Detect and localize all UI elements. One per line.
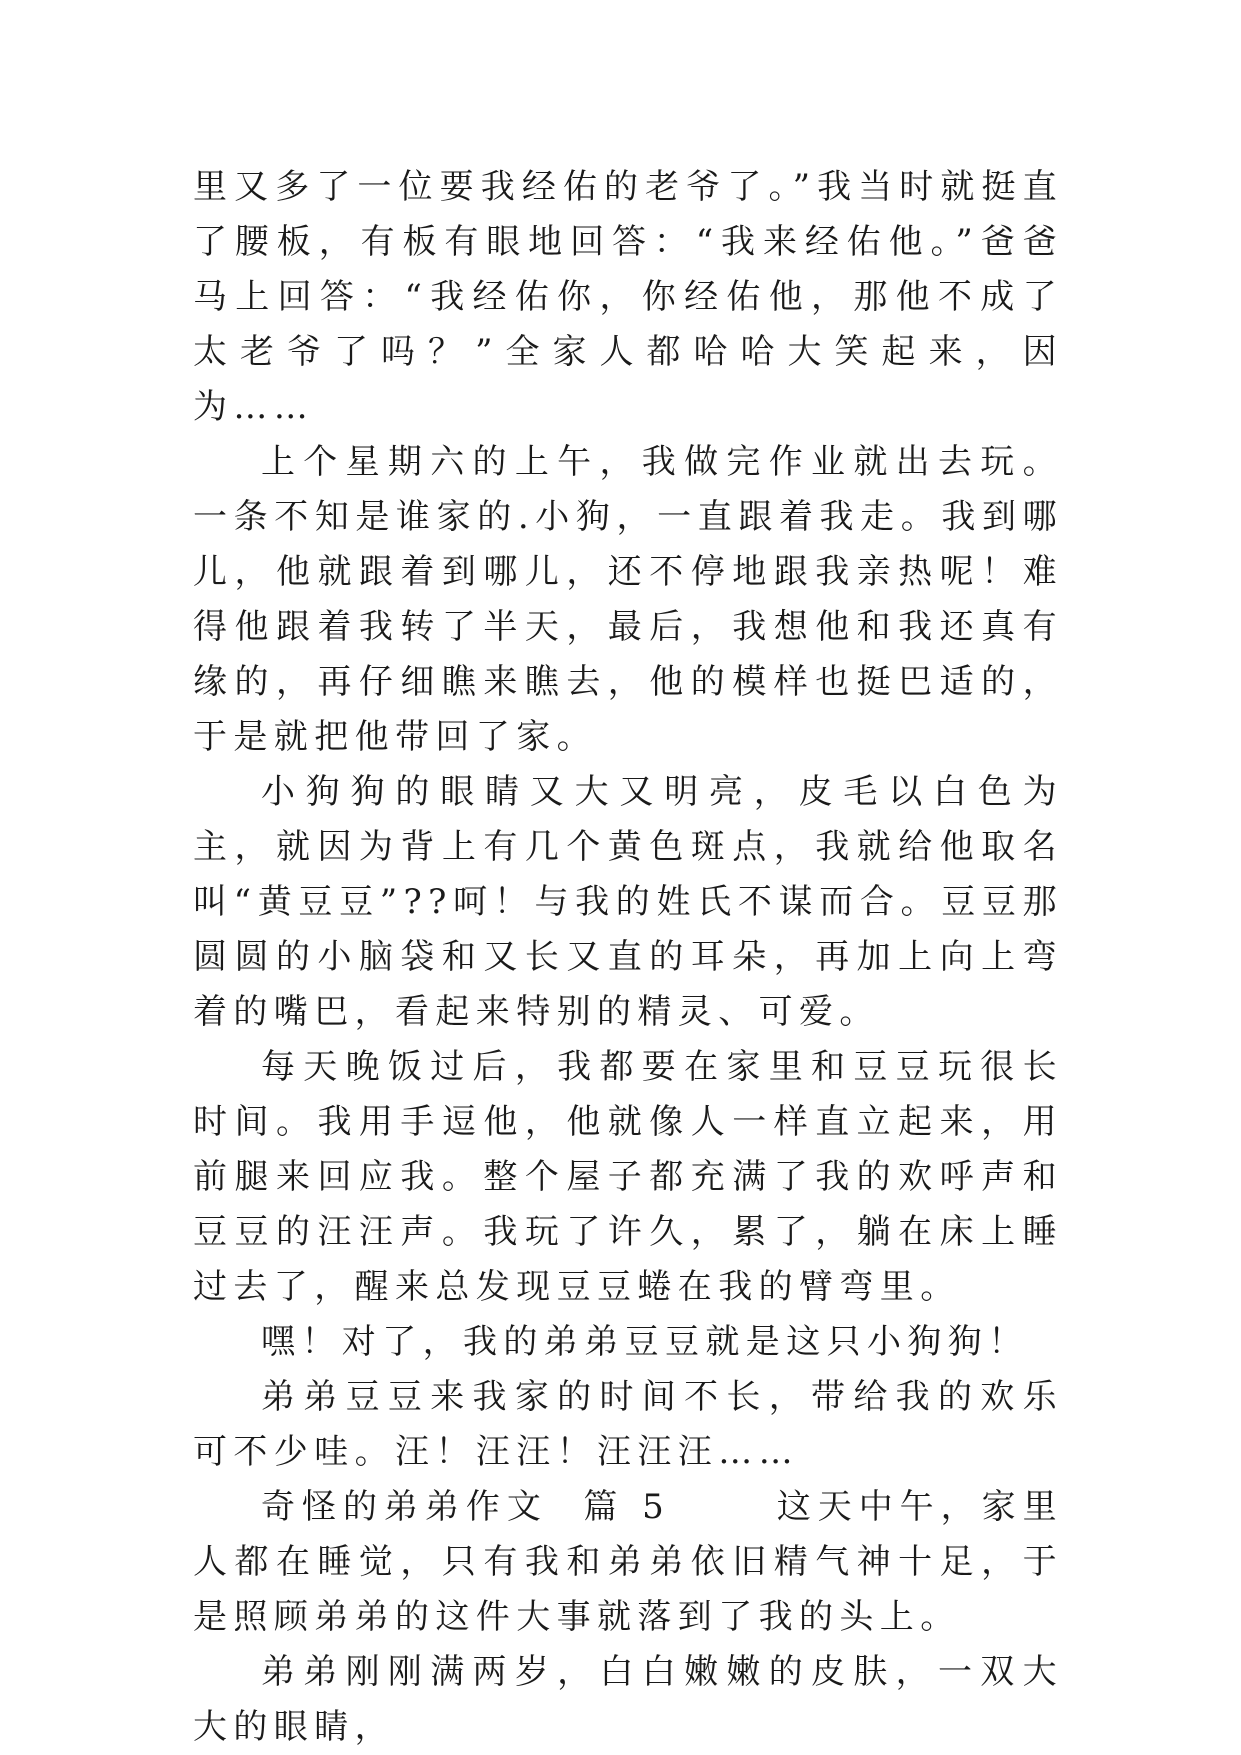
paragraph-essay-5-start: 奇怪的弟弟作文 篇 5 这天中午，家里人都在睡觉，只有我和弟弟依旧精气神十足，于是照顾弟弟的这件大事就落到了我的头上。 <box>193 1487 1063 1637</box>
paragraph-continuation: 里又多了一位要我经佑的老爷了。”我当时就挺直了腰板，有板有眼地回答：“我来经佑他。”爸爸马上回答：“我经佑你，你经佑他，那他不成了太老爷了吗？”全家人都哈哈大笑起来，因为…… <box>193 167 1063 427</box>
paragraph-joy: 弟弟豆豆来我家的时间不长，带给我的欢乐可不少哇。汪！汪汪！汪汪汪…… <box>193 1377 1063 1472</box>
paragraph-playing-with-doudou: 每天晚饭过后，我都要在家里和豆豆玩很长时间。我用手逗他，他就像人一样直立起来，用前腿来回应我。整个屋子都充满了我的欢呼声和豆豆的汪汪声。我玩了许久，累了，躺在床上睡过去了，醒来总发现豆豆蜷在我的臂弯里。 <box>193 1047 1063 1307</box>
paragraph-found-puppy: 上个星期六的上午，我做完作业就出去玩。一条不知是谁家的.小狗，一直跟着我走。我到哪儿，他就跟着到哪儿，还不停地跟我亲热呢！难得他跟着我转了半天，最后，我想他和我还真有缘的，再仔细瞧来瞧去，他的模样也挺巴适的，于是就把他带回了家。 <box>193 442 1063 757</box>
paragraph-brother-description: 弟弟刚刚满两岁，白白嫩嫩的皮肤，一双大大的眼睛， <box>193 1652 1063 1747</box>
paragraph-puppy-appearance: 小狗狗的眼睛又大又明亮，皮毛以白色为主，就因为背上有几个黄色斑点，我就给他取名叫“黄豆豆”??呵！与我的姓氏不谋而合。豆豆那圆圆的小脑袋和又长又直的耳朵，再加上向上弯着的嘴巴，看起来特别的精灵、可爱。 <box>193 772 1063 1032</box>
document-body <box>193 160 1063 1755</box>
paragraph-reveal: 嘿！对了，我的弟弟豆豆就是这只小狗狗！ <box>261 1322 1029 1362</box>
